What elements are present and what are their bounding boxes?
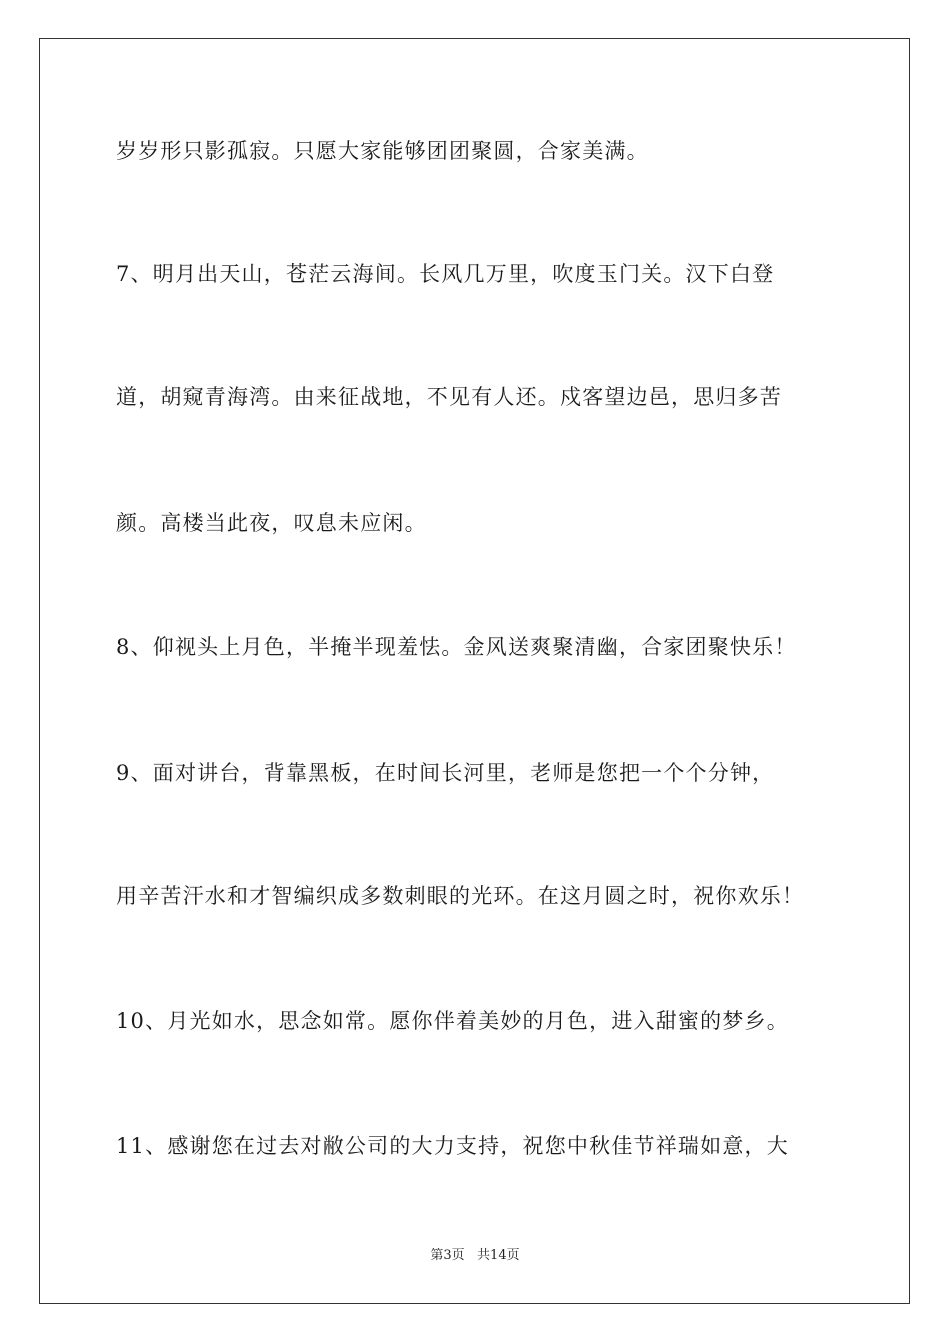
text-line: 道，胡窥青海湾。由来征战地，不见有人还。戍客望边邑，思归多苦	[116, 385, 782, 409]
text-line: 7、明月出天山，苍茫云海间。长风几万里，吹度玉门关。汉下白登	[116, 262, 775, 286]
text-line: 岁岁形只影孤寂。只愿大家能够团团聚圆，合家美满。	[116, 139, 649, 163]
text-line: 11、感谢您在过去对敝公司的大力支持，祝您中秋佳节祥瑞如意，大	[116, 1134, 789, 1158]
text-line: 用辛苦汗水和才智编织成多数刺眼的光环。在这月圆之时，祝你欢乐！	[116, 884, 805, 908]
page-number-footer: 第3页 共14页	[430, 1248, 520, 1263]
text-line: 9、面对讲台，背靠黑板，在时间长河里，老师是您把一个个分钟，	[116, 761, 775, 785]
text-line: 颜。高楼当此夜，叹息未应闲。	[116, 511, 427, 535]
text-line: 8、仰视头上月色，半掩半现羞怯。金风送爽聚清幽，合家团聚快乐！	[116, 635, 797, 659]
text-line: 10、月光如水，思念如常。愿你伴着美妙的月色，进入甜蜜的梦乡。	[116, 1009, 789, 1033]
page-border	[39, 38, 910, 1304]
